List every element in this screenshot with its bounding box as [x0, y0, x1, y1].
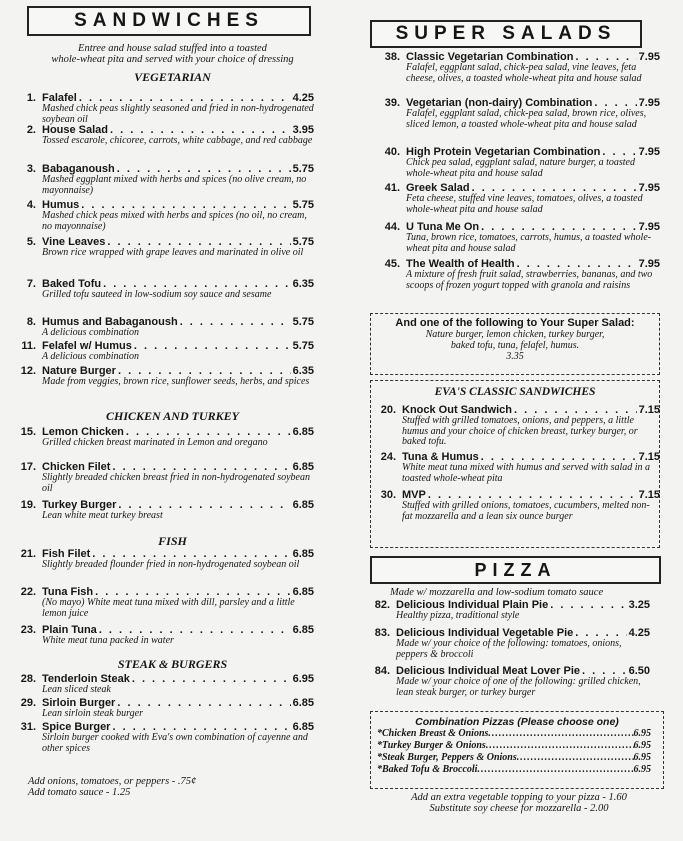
item-name: Knock Out Sandwich: [402, 404, 513, 416]
menu-item: [374, 52, 660, 84]
combo-name: *Baked Tofu & Broccoli: [377, 764, 478, 775]
item-price: 7.95: [638, 221, 660, 233]
item-price: 6.85: [292, 548, 314, 560]
menu-item: [374, 405, 660, 448]
item-price: 6.85: [292, 624, 314, 636]
item-number: 5.: [26, 236, 36, 248]
item-number: 11.: [21, 340, 36, 352]
pizza-notes: Add an extra vegetable topping to your pizza - 1.60 Substitute soy cheese for mozzarella - 2.00: [411, 792, 627, 814]
menu-item: [14, 279, 314, 301]
item-description: White meat tuna mixed with humus and served with salad in a toasted whole-wheat pita: [402, 462, 651, 484]
item-price: 6.85: [292, 697, 314, 709]
item-number: 23.: [20, 624, 36, 636]
menu-item: [374, 147, 660, 179]
item-description: Healthy pizza, traditional style: [396, 610, 520, 621]
menu-item: [374, 452, 660, 484]
item-number: 41.: [384, 182, 400, 194]
item-number: 12.: [20, 365, 36, 377]
menu-item: [14, 200, 314, 232]
item-number: 38.: [384, 51, 400, 63]
item-description: Made w/ your choice of the following: tomatoes, onions, peppers & broccoli: [396, 638, 622, 660]
combo-heading: Combination Pizzas (Please choose one): [415, 716, 619, 728]
salad-addon-box: And one of the following to Your Super Salad: Nature burger, lemon chicken, turkey burger, baked tofu, tuna, felafel, humus. 3.35: [370, 313, 660, 375]
combo-item: [377, 740, 651, 752]
fish-heading: FISH: [158, 534, 187, 548]
menu-item: [374, 490, 660, 522]
menu-item: [14, 341, 314, 363]
item-description: Chick pea salad, eggplant salad, nature burger, a toasted whole-wheat pita and house salad: [406, 157, 635, 179]
item-description: Mashed chick peas slightly seasoned and fried in non-hydrogenated soybean oil: [42, 103, 314, 125]
item-number: 17.: [20, 461, 36, 473]
item-name: Humus and Babaganoush: [42, 316, 178, 328]
item-number: 31.: [20, 721, 36, 733]
item-price: 6.85: [292, 426, 314, 438]
salad-addon-heading: And one of the following to Your Super Salad:: [395, 317, 635, 329]
item-description: Grilled chicken breast marinated in Lemon and oregano: [42, 437, 268, 448]
steak-heading: STEAK & BURGERS: [117, 657, 228, 671]
leader-dots: [486, 740, 634, 752]
combo-price: 6.95: [633, 740, 651, 751]
leader-dots: [134, 341, 291, 352]
menu-item: [14, 366, 314, 388]
item-name: Nature Burger: [42, 365, 116, 377]
combo-item: [377, 728, 651, 740]
item-description: Stuffed with grilled onions, tomatoes, cucumbers, melted non-fat mozzarella and a lean six ounce burger: [402, 500, 650, 522]
item-number: 30.: [380, 489, 396, 501]
item-price: 6.50: [628, 665, 650, 677]
item-price: 3.25: [628, 599, 650, 611]
item-name: Tuna & Humus: [402, 451, 479, 463]
item-name: Tuna Fish: [42, 586, 94, 598]
item-price: 5.75: [292, 199, 314, 211]
item-number: 3.: [26, 163, 36, 175]
item-price: 6.35: [292, 278, 314, 290]
item-description: Tossed escarole, chicoree, carrots, white cabbage, and red cabbage: [42, 135, 313, 146]
item-name: Babaganoush: [42, 163, 115, 175]
item-name: Spice Burger: [42, 721, 111, 733]
leader-dots: [180, 317, 291, 328]
item-name: Delicious Individual Vegetable Pie: [396, 627, 574, 639]
item-name: Lemon Chicken: [42, 426, 124, 438]
item-name: Fish Filet: [42, 548, 91, 560]
item-number: 40.: [384, 146, 400, 158]
item-number: 84.: [374, 665, 390, 677]
pizza-intro: Made w/ mozzarella and low-sodium tomato sauce: [390, 587, 604, 598]
item-description: Mashed eggplant mixed with herbs and spices (no olive cream, no mayonnaise): [42, 174, 307, 196]
item-description: Sirloin burger cooked with Eva's own combination of cayenne and other spices: [42, 732, 308, 754]
item-price: 7.95: [638, 51, 660, 63]
sandwich-notes: Add onions, tomatoes, or peppers - .75¢ Add tomato sauce - 1.25: [28, 776, 197, 798]
item-number: 1.: [26, 92, 36, 104]
item-number: 29.: [20, 697, 36, 709]
menu-item: [4, 722, 314, 754]
combo-item: [377, 764, 651, 776]
item-description: Stuffed with grilled tomatoes, onions, and peppers, a little humus and your choice of chicken breast, turkey burger, or baked tofu.: [402, 415, 638, 447]
menu-item: [360, 628, 650, 660]
leader-dots: [477, 764, 633, 776]
item-name: Classic Vegetarian Combination: [406, 51, 574, 63]
item-description: Lean sirloin steak burger: [42, 708, 144, 719]
item-description: Slightly breaded chicken breast fried in non-hydrogenated soybean oil: [42, 472, 310, 494]
item-description: Lean white meat turkey breast: [42, 510, 163, 521]
classic-heading: EVA'S CLASSIC SANDWICHES: [434, 386, 596, 398]
menu-item: [4, 549, 314, 571]
item-price: 6.85: [292, 499, 314, 511]
item-price: 6.85: [292, 461, 314, 473]
menu-item: [14, 237, 314, 259]
menu-item: [4, 698, 314, 720]
menu-item: [374, 222, 660, 254]
menu-item: [14, 93, 314, 125]
item-number: 82.: [374, 599, 390, 611]
item-number: 19.: [20, 499, 36, 511]
item-price: 7.95: [638, 146, 660, 158]
leader-dots: [132, 674, 291, 685]
combo-name: *Steak Burger, Peppers & Onions: [377, 752, 517, 763]
item-name: Tenderloin Steak: [42, 673, 130, 685]
menu-item: [4, 625, 314, 647]
item-name: Plain Tuna: [42, 624, 97, 636]
combo-price: 6.95: [633, 764, 651, 775]
item-description: A delicious combination: [42, 327, 140, 338]
leader-dots: [117, 698, 290, 709]
item-price: 6.85: [292, 721, 314, 733]
item-number: 21.: [20, 548, 36, 560]
item-price: 4.25: [292, 92, 314, 104]
super-salads-header: SUPER SALADS: [370, 20, 642, 48]
item-name: U Tuna Me On: [406, 221, 480, 233]
item-price: 6.35: [292, 365, 314, 377]
leader-dots: [488, 728, 633, 740]
menu-item: [360, 666, 650, 698]
item-price: 3.95: [292, 124, 314, 136]
item-number: 2.: [26, 124, 36, 136]
combo-price: 6.95: [633, 728, 651, 739]
item-description: Grilled tofu sauteed in low-sodium soy sauce and sesame: [42, 289, 272, 300]
item-price: 5.75: [292, 340, 314, 352]
item-price: 7.95: [638, 258, 660, 270]
item-price: 5.75: [292, 163, 314, 175]
menu-item: [4, 587, 314, 619]
menu-item: [14, 427, 314, 449]
item-name: Chicken Filet: [42, 461, 111, 473]
menu-item: [374, 259, 660, 291]
menu-item: [14, 462, 314, 494]
item-number: 83.: [374, 627, 390, 639]
combo-list: [371, 728, 663, 776]
item-name: MVP: [402, 489, 426, 501]
item-name: Falafel: [42, 92, 77, 104]
item-name: Delicious Individual Meat Lover Pie: [396, 665, 580, 677]
item-number: 24.: [380, 451, 396, 463]
item-price: 7.95: [638, 182, 660, 194]
chicken-heading: CHICKEN AND TURKEY: [106, 409, 239, 423]
item-name: Turkey Burger: [42, 499, 117, 511]
item-price: 6.95: [292, 673, 314, 685]
combo-price: 6.95: [633, 752, 651, 763]
menu-item: [14, 500, 314, 522]
item-description: Made from veggies, brown rice, sunflower seeds, herbs, and spices: [42, 376, 310, 387]
item-description: (No mayo) White meat tuna mixed with dill, parsley and a little lemon juice: [42, 597, 295, 619]
menu-item: [14, 317, 314, 339]
item-name: Felafel w/ Humus: [42, 340, 132, 352]
menu-item: [374, 98, 660, 130]
item-name: Sirloin Burger: [42, 697, 116, 709]
item-price: 4.25: [628, 627, 650, 639]
pizza-header: PIZZA: [370, 556, 661, 584]
menu-item: [14, 125, 314, 147]
item-description: Brown rice wrapped with grape leaves and marinated in olive oil: [42, 247, 304, 258]
item-price: 6.85: [292, 586, 314, 598]
menu-item: [374, 183, 660, 215]
vegetarian-heading: VEGETARIAN: [134, 70, 211, 84]
menu-item: [360, 600, 650, 622]
item-number: 22.: [20, 586, 36, 598]
item-number: 7.: [26, 278, 36, 290]
item-number: 8.: [26, 316, 36, 328]
combo-item: [377, 752, 651, 764]
item-price: 5.75: [292, 236, 314, 248]
item-number: 4.: [26, 199, 36, 211]
item-name: Humus: [42, 199, 80, 211]
item-description: A mixture of fresh fruit salad, strawberries, bananas, and two scoops of frozen yogurt topped with granola and raisins: [406, 269, 653, 291]
item-price: 7.95: [638, 97, 660, 109]
item-price: 7.15: [638, 404, 660, 416]
item-name: Delicious Individual Plain Pie: [396, 599, 549, 611]
item-description: Tuna, brown rice, tomatoes, carrots, humus, a toasted whole-wheat pita and house salad: [406, 232, 652, 254]
item-number: 28.: [20, 673, 36, 685]
item-name: The Wealth of Health: [406, 258, 515, 270]
item-name: High Protein Vegetarian Combination: [406, 146, 601, 158]
item-name: Greek Salad: [406, 182, 470, 194]
item-number: 44.: [384, 221, 400, 233]
item-number: 45.: [384, 258, 400, 270]
combo-name: *Turkey Burger & Onions: [377, 740, 486, 751]
leader-dots: [550, 600, 626, 611]
item-price: 7.15: [638, 489, 660, 501]
item-name: Vegetarian (non-dairy) Combination: [406, 97, 593, 109]
menu-item: [14, 164, 314, 196]
item-description: Made w/ your choice of one of the following: grilled chicken, lean steak burger, or turkey burger: [396, 676, 641, 698]
item-number: 20.: [380, 404, 396, 416]
item-price: 7.15: [638, 451, 660, 463]
item-name: Baked Tofu: [42, 278, 102, 290]
item-description: A delicious combination: [42, 351, 140, 362]
menu-item: [4, 674, 314, 696]
item-price: 5.75: [292, 316, 314, 328]
item-description: Slightly breaded flounder fried in non-hydrogenated soybean oil: [42, 559, 300, 570]
item-name: Vine Leaves: [42, 236, 106, 248]
sandwiches-intro: Entree and house salad stuffed into a toasted whole-wheat pita and served with your choice of dressing: [51, 43, 294, 65]
item-description: Mashed chick peas mixed with herbs and spices (no oil, no cream, no mayonnaise): [42, 210, 307, 232]
item-name: House Salad: [42, 124, 109, 136]
salad-addon-price: 3.35: [506, 351, 524, 362]
combo-name: *Chicken Breast & Onions: [377, 728, 489, 739]
item-description: Falafel, eggplant salad, chick-pea salad, brown rice, olives, sliced lemon, a toasted whole-wheat pita and house salad: [406, 108, 647, 130]
item-description: Falafel, eggplant salad, chick-pea salad, vine leaves, feta cheese, olives, a toasted whole-wheat pita and house salad: [406, 62, 642, 84]
item-description: Feta cheese, stuffed vine leaves, tomatoes, olives, a toasted whole-wheat pita and house salad: [406, 193, 643, 215]
item-description: White meat tuna packed in water: [42, 635, 174, 646]
sandwiches-header: SANDWICHES: [27, 6, 311, 36]
item-number: 39.: [384, 97, 400, 109]
combo-box: [370, 711, 664, 789]
leader-dots: [517, 752, 634, 764]
item-description: Lean sliced steak: [42, 684, 111, 695]
item-number: 15.: [20, 426, 36, 438]
